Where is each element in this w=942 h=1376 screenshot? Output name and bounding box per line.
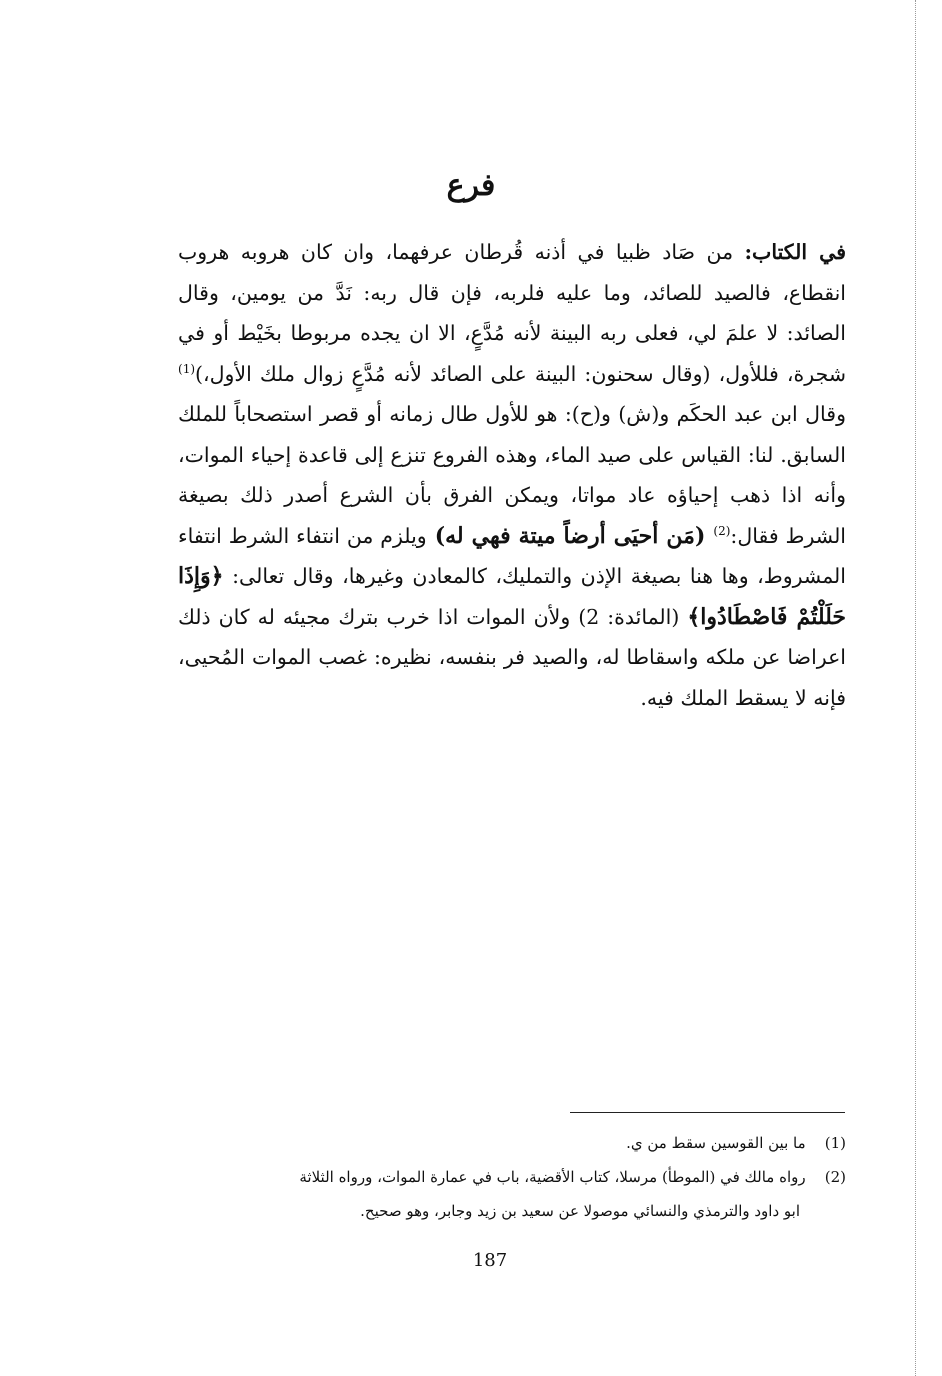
paragraph-text-part-2: وقال ابن عبد الحكَم و(ش) و(ح): هو للأول طال زمانه أو قصر استصحاباً للملك السابق. لنا: القياس على صيد الماء، وهذه الفروع تنزع إلى قاعدة إحياء الموات، وأنه اذا ذهب إحياؤه عاد مواتا، ويمكن الفرق بأن الشرع أصدر ذلك بصيغة الشرط فقال:	[178, 402, 847, 548]
footnote-1-text: ما بين القوسين سقط من ي.	[626, 1134, 806, 1152]
section-heading: فرع	[446, 168, 496, 203]
footnote-reference-2: (2)	[713, 523, 731, 538]
footnote-1-marker: (1)	[824, 1134, 846, 1152]
paragraph-text-part-3: ويلزم من انتفاء الشرط انتفاء المشروط، وها هنا بصيغة الإذن والتمليك، كالمعادن وغيرها، وقال تعالى:	[178, 523, 846, 588]
footnote-2	[178, 1160, 846, 1194]
paragraph-lead: في الكتاب:	[744, 240, 846, 264]
footnote-2-text: رواه مالك في (الموطأ) مرسلا، كتاب الأقضية، باب في عمارة الموات، ورواه الثلاثة	[299, 1168, 806, 1186]
paragraph-text-part-1: من صَاد ظبيا في أذنه قُرطان عرفهما، وان كان هروبه هروب انقطاع، فالصيد للصائد، وما عليه فلربه، فإن قال ربه: نَدَّ من يومين، وقال الصائد: لا علمَ لي، فعلى ربه البينة لأنه مُدَّعٍ، الا ان يجده مربوطا بخَيْط أو في شجرة، فللأول، (وقال سحنون: البينة على الصائد لأنه مُدَّعٍ زوال ملك الأول،)	[178, 240, 846, 386]
footnote-separator	[570, 1112, 845, 1113]
footnote-reference-1: (1)	[178, 361, 196, 376]
quran-verse: ﴿وَإِذَا حَلَلْتُمْ فَاصْطَادُوا﴾	[178, 563, 846, 630]
paragraph-text-part-4: (المائدة: 2) ولأن الموات اذا خرب بترك مجيئه له كان ذلك اعراضا عن ملكه واسقاطا له، والصيد فر بنفسه، نظيره: غصب الموات المُحيى، فإنه لا يسقط الملك فيه.	[178, 604, 847, 710]
footnote-2-marker: (2)	[824, 1168, 846, 1186]
footnote-1	[178, 1126, 846, 1160]
footnotes	[178, 1126, 846, 1228]
footnote-2-continuation: ابو داود والترمذي والنسائي موصولا عن سعيد بن زيد وجابر، وهو صحيح.	[360, 1202, 800, 1220]
page-edge-line	[915, 0, 916, 1376]
page-number: 187	[472, 1250, 508, 1271]
hadith-quote: (مَن أحيَى أرضاً ميتة فهي له)	[426, 522, 714, 549]
main-paragraph	[178, 232, 846, 718]
